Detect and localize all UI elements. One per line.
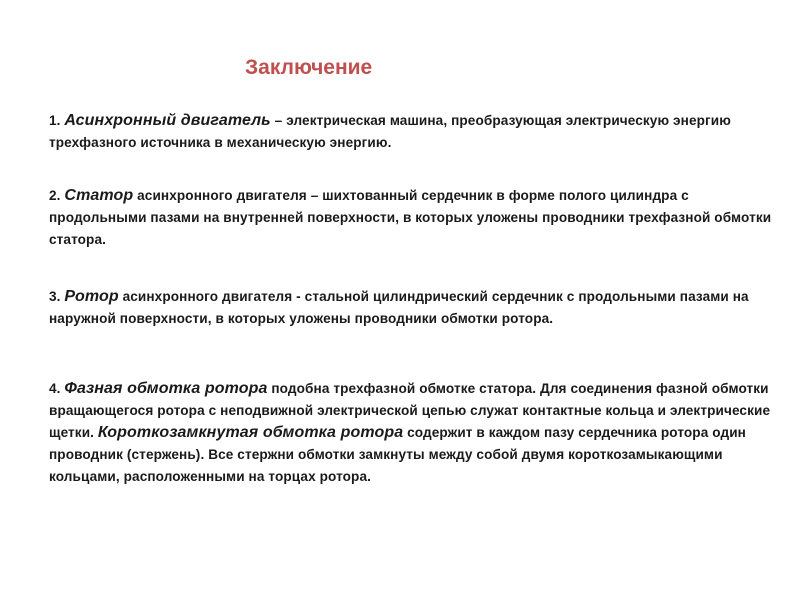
slide-title: Заключение bbox=[245, 56, 373, 79]
paragraph-asynchronous-motor bbox=[49, 110, 779, 154]
paragraph-rotor bbox=[49, 286, 779, 330]
paragraph-number: 1. bbox=[49, 113, 65, 128]
paragraph-number: 3. bbox=[49, 289, 65, 304]
term-phase-winding: Фазная обмотка ротора bbox=[64, 380, 268, 397]
definition-text: – электрическая машина, преобразующая электрическую энергию трехфазного источника в механическую энергию. bbox=[49, 113, 731, 150]
definition-text: асинхронного двигателя - стальной цилиндрический сердечник с продольными пазами на наружной поверхности, в которых уложены проводники обмотки ротора. bbox=[49, 289, 749, 326]
paragraph-rotor-windings bbox=[49, 378, 779, 488]
paragraph-number: 4. bbox=[49, 381, 65, 396]
term-asynchronous-motor: Асинхронный двигатель bbox=[64, 112, 271, 129]
term-rotor: Ротор bbox=[64, 288, 119, 305]
definition-text: асинхронного двигателя – шихтованный сердечник в форме полого цилиндра с продольными пазами на внутренней поверхности, в которых уложены проводники трехфазной обмотки статора. bbox=[49, 188, 772, 247]
paragraph-stator bbox=[49, 185, 779, 251]
definition-text: содержит в каждом пазу сердечника ротора один проводник (стержень). Все стержни обмотки замкнуты между собой двумя короткозамыкающими кольцами, расположенными на торцах ротора. bbox=[49, 425, 746, 484]
term-stator: Статор bbox=[64, 187, 134, 204]
term-squirrel-cage-winding: Короткозамкнутая обмотка ротора bbox=[97, 424, 404, 441]
definition-text: подобна трехфазной обмотке статора. Для соединения фазной обмотки вращающегося ротора с неподвижной электрической цепью служат контактные кольца и электрические щетки. bbox=[49, 381, 771, 440]
paragraph-number: 2. bbox=[49, 188, 65, 203]
